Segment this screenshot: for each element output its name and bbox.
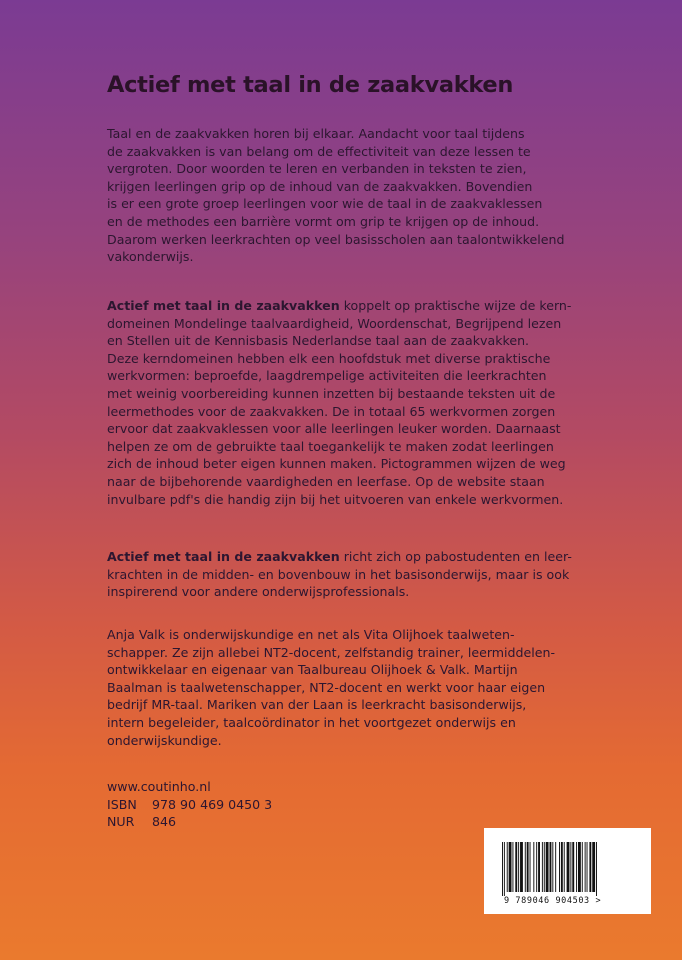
barcode-bar	[561, 842, 563, 892]
text-line: krachten in de midden- en bovenbouw in het basisonderwijs, maar is ook	[107, 566, 570, 582]
text-line: domeinen Mondelinge taalvaardigheid, Woordenschat, Begrijpend lezen	[107, 315, 562, 331]
barcode-bar	[592, 842, 595, 892]
barcode-bar	[572, 842, 574, 892]
barcode-bar	[564, 842, 565, 892]
barcode-bar	[546, 842, 549, 892]
text-line: en Stellen uit de Kennisbasis Nederlandse taal aan de zaakvakken.	[107, 333, 530, 349]
text-line: ervoor dat zaakvaklessen voor alle leerlingen leuker worden. Daarnaast	[107, 421, 561, 437]
barcode-bar	[544, 842, 545, 892]
barcode-bar	[587, 842, 588, 892]
barcode-bar	[502, 842, 503, 896]
description-paragraph	[107, 297, 577, 508]
text-line: schapper. Ze zijn allebei NT2-docent, zelfstandig trainer, leermiddelen-	[107, 644, 556, 660]
intro-paragraph	[107, 125, 577, 266]
barcode-bar	[504, 842, 505, 896]
text-line: Deze kerndomeinen hebben elk een hoofdstuk met diverse praktische	[107, 350, 551, 366]
barcode-digits: 9 789046 904503 >	[504, 896, 602, 906]
text-line: krijgen leerlingen grip op de inhoud van de zaakvakken. Bovendien	[107, 178, 533, 194]
text-line	[107, 548, 577, 566]
barcode-bar	[578, 842, 581, 892]
text-line: intern begeleider, taalcoördinator in het voortgezet onderwijs en	[107, 714, 516, 730]
barcode-bar	[555, 842, 556, 892]
barcode-bar	[530, 842, 531, 892]
isbn-row	[107, 796, 577, 814]
text-line: is er een grote groep leerlingen voor wie de taal in de zaakvaklessen	[107, 196, 543, 212]
barcode-bar	[589, 842, 591, 892]
barcode-bar	[567, 842, 570, 892]
barcode-bar	[509, 842, 512, 892]
barcode-bar	[559, 842, 560, 892]
barcode-bars	[502, 842, 633, 896]
barcode-bar	[576, 842, 577, 892]
text-fragment: richt zich op pabostudenten en leer-	[339, 549, 572, 564]
text-line: onderwijskundige.	[107, 732, 222, 748]
website-link[interactable]: www.coutinho.nl	[107, 779, 211, 794]
barcode-bar	[542, 842, 543, 892]
text-line: ontwikkelaar en eigenaar van Taalbureau Olijhoek & Valk. Martijn	[107, 662, 518, 678]
text-line: Anja Valk is onderwijskundige en net als Vita Olijhoek taalweten-	[107, 627, 515, 642]
nur-value: 846	[152, 814, 177, 830]
text-line: invulbare pdf's die handig zijn bij het uitvoeren van enkele werkvormen.	[107, 491, 564, 507]
barcode-bar	[525, 842, 526, 892]
text-fragment: koppelt op praktische wijze de kern-	[339, 298, 572, 313]
barcode-bar	[570, 842, 571, 892]
barcode-bar	[538, 842, 540, 892]
barcode-bar	[512, 842, 513, 892]
barcode-bar	[520, 842, 523, 892]
authors-paragraph	[107, 626, 577, 749]
barcode-bar	[582, 842, 583, 892]
barcode-bar	[518, 842, 519, 892]
text-line: en de methodes een barrière vormt om grip te krijgen op de inhoud.	[107, 213, 540, 229]
text-line: vakonderwijs.	[107, 249, 194, 265]
text-line: vergroten. Door woorden te leren en verbanden in teksten te zien,	[107, 161, 527, 177]
text-line: met weinig voorbereiding kunnen inzetten bij bestaande teksten uit de	[107, 385, 556, 401]
publication-info	[107, 778, 577, 831]
barcode-bar	[536, 842, 537, 892]
text-line: werkvormen: beproefde, laagdrempelige activiteiten die leerkrachten	[107, 368, 547, 384]
text-line: Baalman is taalwetenschapper, NT2-docent en werkt voor haar eigen	[107, 679, 546, 695]
text-line: Taal en de zaakvakken horen bij elkaar. Aandacht voor taal tijdens	[107, 126, 525, 141]
nur-label: NUR	[107, 814, 135, 830]
book-title: Actief met taal in de zaakvakken	[107, 72, 514, 98]
barcode-bar	[507, 842, 508, 892]
text-line: leermethodes voor de zaakvakken. De in totaal 65 werkvormen zorgen	[107, 403, 556, 419]
text-line: inspirerend voor andere onderwijsprofessionals.	[107, 584, 410, 600]
text-line: bedrijf MR-taal. Mariken van der Laan is leerkracht basisonderwijs,	[107, 697, 527, 713]
text-line: de zaakvakken is van belang om de effectiviteit van deze lessen te	[107, 143, 531, 159]
barcode-bar	[550, 842, 552, 892]
barcode-bar	[527, 842, 529, 892]
barcode-bar	[552, 842, 553, 892]
audience-paragraph	[107, 548, 577, 601]
barcode	[484, 828, 651, 914]
text-line	[107, 297, 577, 315]
text-line: Daarom werken leerkrachten op veel basisscholen aan taalontwikkelend	[107, 231, 565, 247]
isbn-label: ISBN	[107, 796, 137, 812]
barcode-bar	[533, 842, 534, 892]
book-title-inline: Actief met taal in de zaakvakken	[107, 549, 340, 564]
barcode-bar	[515, 842, 517, 892]
barcode-bar	[585, 842, 586, 892]
barcode-bar	[596, 842, 597, 896]
text-line: zich de inhoud beter eigen kunnen maken. Pictogrammen wijzen de weg	[107, 456, 566, 472]
isbn-value: 978 90 469 0450 3	[152, 796, 273, 812]
book-title-inline: Actief met taal in de zaakvakken	[107, 298, 340, 313]
text-line: naar de bijbehorende vaardigheden en leerfase. Op de website staan	[107, 473, 545, 489]
text-line: helpen ze om de gebruikte taal toegankelijk te maken zodat leerlingen	[107, 438, 554, 454]
